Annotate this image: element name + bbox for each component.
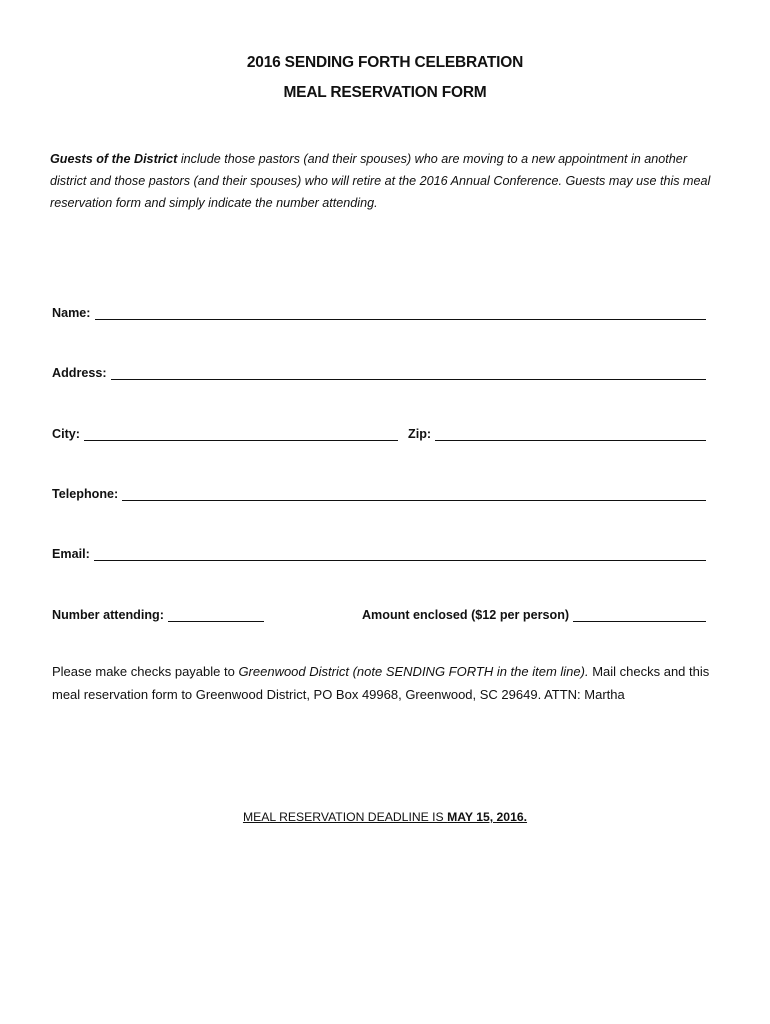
name-row <box>52 302 706 320</box>
payment-instructions <box>52 660 724 706</box>
number-attending-label: Number attending: <box>52 608 164 622</box>
intro-text: include those pastors (and their spouses) who are moving to a new appointment in another district and those pastors (and their spouses) who will retire at the 2016 Annual Conference. Guests may use this meal reservation form and simply indicate the number attending. <box>50 152 711 210</box>
zip-field[interactable] <box>435 425 706 441</box>
form-subtitle: MEAL RESERVATION FORM <box>283 84 487 101</box>
attendance-row <box>52 604 706 622</box>
deadline-date: MAY 15, 2016. <box>447 810 528 824</box>
email-row <box>52 543 706 561</box>
city-field[interactable] <box>84 425 398 441</box>
telephone-row <box>52 483 706 501</box>
deadline-notice <box>0 810 770 824</box>
city-zip-row <box>52 423 706 441</box>
address-row <box>52 362 706 380</box>
amount-enclosed-field[interactable] <box>573 606 706 622</box>
deadline-text: MEAL RESERVATION DEADLINE IS <box>242 810 448 824</box>
payment-text-2: Mail checks and this meal reservation form to Greenwood District, PO Box 49968, Greenwood, SC 29649. ATTN: Martha <box>52 664 710 702</box>
city-label: City: <box>52 427 80 441</box>
address-label: Address: <box>52 366 107 380</box>
intro-paragraph <box>50 148 722 214</box>
telephone-field[interactable] <box>122 485 706 501</box>
email-field[interactable] <box>94 545 706 561</box>
address-field[interactable] <box>111 364 706 380</box>
name-field[interactable] <box>95 304 707 320</box>
intro-bold-lead: Guests of the District <box>50 152 178 166</box>
telephone-label: Telephone: <box>52 487 119 501</box>
zip-label: Zip: <box>408 427 432 441</box>
email-label: Email: <box>52 547 90 561</box>
payment-text-1: Please make checks payable to <box>52 664 239 679</box>
amount-enclosed-label: Amount enclosed ($12 per person) <box>361 608 570 622</box>
form-title: 2016 SENDING FORTH CELEBRATION <box>246 54 524 71</box>
payment-payee: Greenwood District (note SENDING FORTH in the item line). <box>238 664 589 679</box>
name-label: Name: <box>52 306 91 320</box>
number-attending-field[interactable] <box>168 606 264 622</box>
